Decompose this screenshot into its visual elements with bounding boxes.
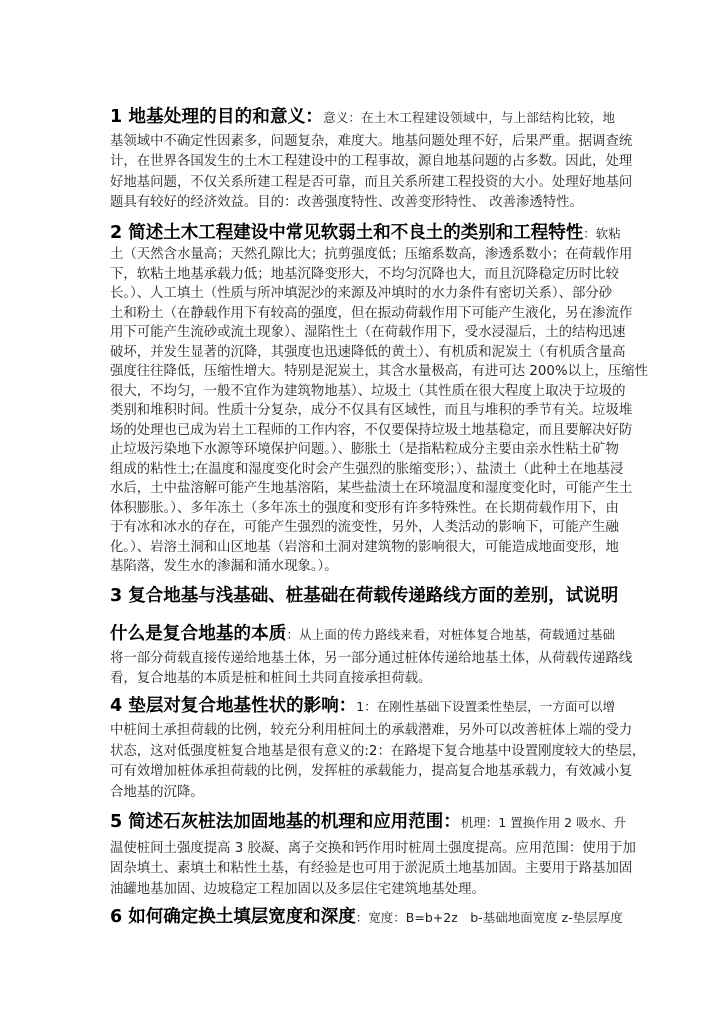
body-text-line: 下，软粘土地基承载力低；地基沉降变形大，不均匀沉降也大，而且沉降稳定历时比较 [110, 267, 619, 282]
section-heading [110, 622, 615, 647]
heading-lead-text: ：宽度：B=b+2z b-基础地面宽度 z-垫层厚度 [355, 910, 623, 925]
section-heading [110, 905, 623, 930]
heading-lead-text: 意义：在土木工程建设领域中，与上部结构比较，地 [323, 110, 615, 125]
section-heading [110, 584, 619, 608]
body-text-line: 水后，土中盐溶解可能产生地基溶陷，某些盐渍土在环境温度和湿度变化时，可能产生土 [110, 481, 633, 496]
heading-title: 什么是复合地基的本质 [110, 624, 287, 644]
body-text-line: 止垃圾污染地下水源等环境保护问题。）、膨胀土（是指粘粒成分主要由亲水性粘土矿物 [110, 442, 619, 457]
heading-lead-text: 1：在刚性基础下设置柔性垫层，一方面可以增 [356, 699, 615, 714]
body-text-line: 好地基问题，不仅关系所建工程是否可靠，而且关系所建工程投资的大小。处理好地基问 [110, 175, 633, 190]
body-text-line: 温使桩间土强度提高 3 胶凝、离子交换和钙作用时桩周土强度提高。应用范围：使用于加 [110, 841, 636, 856]
body-text-line: 于有冰和冰水的存在，可能产生强烈的流变性，另外，人类活动的影响下，可能产生融 [110, 520, 619, 535]
body-text-line: 用下可能产生流砂或流土现象）、湿陷性土（在荷载作用下，受水浸湿后，土的结构迅速 [110, 325, 626, 340]
heading-lead-text: ：软粘 [583, 226, 621, 241]
body-text-line: 状态，这对低强度桩复合地基是很有意义的:2：在路堤下复合地基中设置刚度较大的垫层， [110, 744, 646, 759]
body-text-line: 合地基的沉降。 [110, 785, 204, 800]
body-text-line: 长。）、人工填土（性质与所冲填泥沙的来源及冲填时的水力条件有密切关系）、部分砂 [110, 286, 613, 301]
body-text-line: 场的处理也已成为岩土工程师的工作内容，不仅要保持垃圾土地基稳定，而且要解决好防 [110, 423, 633, 438]
body-text-line: 固杂填土、素填土和粘性土基，有经验是也可用于淤泥质土地基加固。主要用于路基加固 [110, 861, 633, 876]
heading-title: 3 复合地基与浅基础、桩基础在荷载传递路线方面的差别，试说明 [110, 586, 619, 606]
body-text-line: 体积膨胀。）、多年冻土（多年冻土的强度和变形有许多特殊性。在长期荷载作用下，由 [110, 501, 619, 516]
body-text-line: 化。）、岩溶土洞和山区地基（岩溶和土洞对建筑物的影响很大，可能造成地面变形，地 [110, 540, 619, 555]
body-text-line: 类别和堆积时间。性质十分复杂，成分不仅具有区域性，而且与堆积的季节有关。垃圾堆 [110, 403, 633, 418]
body-text-line: 看，复合地基的本质是桩和桩间土共同直接承担荷载。 [110, 671, 432, 686]
body-text-line: 将一部分荷载直接传递给地基土体，另一部分通过桩体传递给地基土体，从荷载传递路线 [110, 651, 633, 666]
heading-title: 2 简述土木工程建设中常见软弱土和不良土的类别和工程特性 [110, 223, 584, 243]
heading-title: 6 如何确定换土填层宽度和深度 [110, 907, 356, 927]
body-text-line: 计，在世界各国发生的土木工程建设中的工程事故，源自地基问题的占多数。因此，处理 [110, 154, 633, 169]
body-text-line: 土和粉土（在静载作用下有较高的强度，但在振动荷载作用下可能产生液化，另在渗流作 [110, 306, 633, 321]
body-text-line: 中桩间土承担荷载的比例，较充分利用桩间土的承载潜难，另外可以改善桩体上端的受力 [110, 723, 633, 738]
section-heading [110, 694, 615, 719]
body-text-line: 油罐地基加固、边坡稳定工程加固以及多层住宅建筑地基处理。 [110, 882, 485, 897]
body-text-line: 强度往往降低，压缩性增大。特别是泥炭土，其含水量极高，有进可达 200%以上，压缩性 [110, 364, 648, 379]
section-heading [110, 105, 615, 130]
heading-lead-text: ：从上面的传力路线来看，对桩体复合地基，荷载通过基础 [286, 627, 615, 642]
heading-lead-text: 机理：1 置换作用 2 吸水、升 [460, 815, 627, 830]
body-text-line: 可有效增加桩体承担荷载的比例，发挥桩的承载能力，提高复合地基承载力，有效减小复 [110, 764, 633, 779]
heading-title: 4 垫层对复合地基性状的影响： [110, 696, 357, 716]
body-text-line: 题具有较好的经济效益。目的：改善强度特性、改善变形特性、 改善渗透特性。 [110, 195, 583, 210]
heading-title: 5 简述石灰桩法加固地基的机理和应用范围： [110, 812, 461, 832]
body-text-line: 基领域中不确定性因素多，问题复杂，难度大。地基问题处理不好，后果严重。据调查统 [110, 134, 633, 149]
body-text-line: 破坏，并发生显著的沉降，其强度也迅速降低的黄土）、有机质和泥炭土（有机质含量高 [110, 345, 626, 360]
body-text-line: 很大，不均匀，一般不宜作为建筑物地基）、垃圾土（其性质在很大程度上取决于垃圾的 [110, 384, 626, 399]
section-heading [110, 221, 621, 246]
body-text-line: 土（天然含水量高；天然孔隙比大；抗剪强度低；压缩系数高，渗透系数小；在荷载作用 [110, 247, 633, 262]
section-heading [110, 810, 627, 835]
heading-title: 1 地基处理的目的和意义： [110, 107, 324, 127]
body-text-line: 基陷落，发生水的渗漏和涌水现象。）。 [110, 559, 338, 574]
body-text-line: 组成的粘性土;在温度和湿度变化时会产生强烈的胀缩变形；）、盐渍土（此种土在地基浸 [110, 462, 624, 477]
